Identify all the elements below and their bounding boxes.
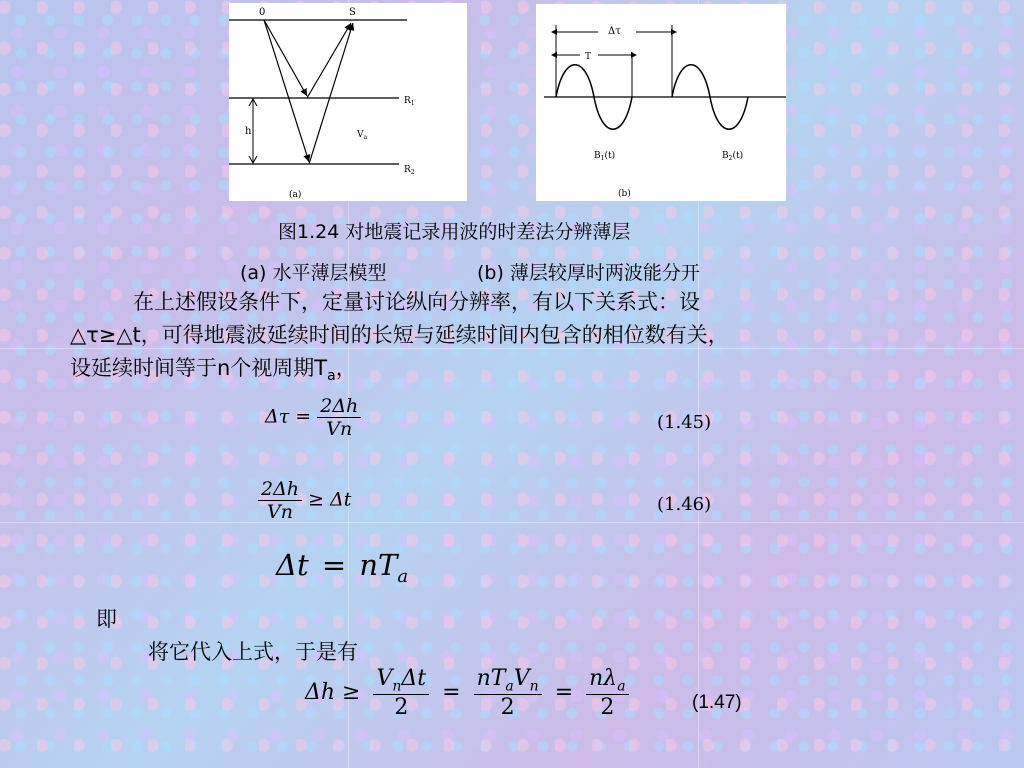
- figure-caption-sub-a: (a) 水平薄层模型: [240, 262, 387, 284]
- figure-a-panel: [229, 3, 467, 201]
- label-dtau: Δτ: [608, 26, 621, 37]
- label-b2: $B_2(t)$: [722, 151, 744, 162]
- equation-number-1-46: (1.46): [657, 494, 712, 515]
- figure-caption-sub-b: (b) 薄层较厚时两波能分开: [477, 262, 700, 284]
- label-r2: $R_2$: [404, 165, 415, 176]
- figure-caption-title: 图1.24 对地震记录用波的时差法分辨薄层: [278, 221, 631, 243]
- ray-down-r2: [264, 20, 309, 162]
- ray-up-r2: [309, 23, 353, 164]
- equation-1-47: Δh ≥ $\frac{V_n\Delta t}{2}$ = $\frac{nT_aV_n}{2}$ = $\frac{n\lambda_a}{2}$: [305, 666, 635, 720]
- label-h: h: [245, 126, 252, 137]
- background-grid-line: [0, 522, 1024, 523]
- equation-number-1-45: (1.45): [657, 412, 712, 433]
- text-ji: 即: [96, 607, 117, 631]
- label-receiver-s: S: [349, 7, 356, 18]
- ray-up-r1: [307, 23, 351, 98]
- figure-b-diagram: [536, 4, 786, 201]
- figure-a-diagram: [229, 3, 467, 201]
- ray-down-r1: [264, 20, 307, 96]
- body-paragraph: [70, 286, 970, 393]
- figure-b-panel: [536, 4, 786, 201]
- equation-dt-nta: $\Delta t = nT_a$: [276, 548, 409, 587]
- equation-1-46: $\frac{2\Delta h}{Vn}$ ≥ Δt: [258, 478, 351, 523]
- label-period-t: T: [585, 52, 592, 62]
- equation-number-1-47: (1.47): [692, 692, 742, 713]
- paragraph-line-2: △τ≥△t，可得地震波延续时间的长短与延续时间内包含的相位数有关，: [70, 323, 729, 347]
- label-r1: $R_1$: [404, 96, 415, 107]
- equation-1-45: Δτ = $\frac{2\Delta h}{Vn}$: [265, 395, 361, 440]
- text-substitute: 将它代入上式，于是有: [148, 640, 358, 664]
- label-b1: $B_1(t)$: [594, 151, 616, 162]
- label-panel-b: (b): [618, 189, 631, 199]
- paragraph-line-1: 在上述假设条件下，定量讨论纵向分辨率，有以下关系式：设: [133, 290, 700, 314]
- label-velocity: $V_a$: [357, 130, 368, 141]
- paragraph-line-3: 设延续时间等于n个视周期$T_a$，: [70, 356, 357, 385]
- label-panel-a: (a): [289, 190, 302, 200]
- label-source-0: 0: [259, 7, 266, 18]
